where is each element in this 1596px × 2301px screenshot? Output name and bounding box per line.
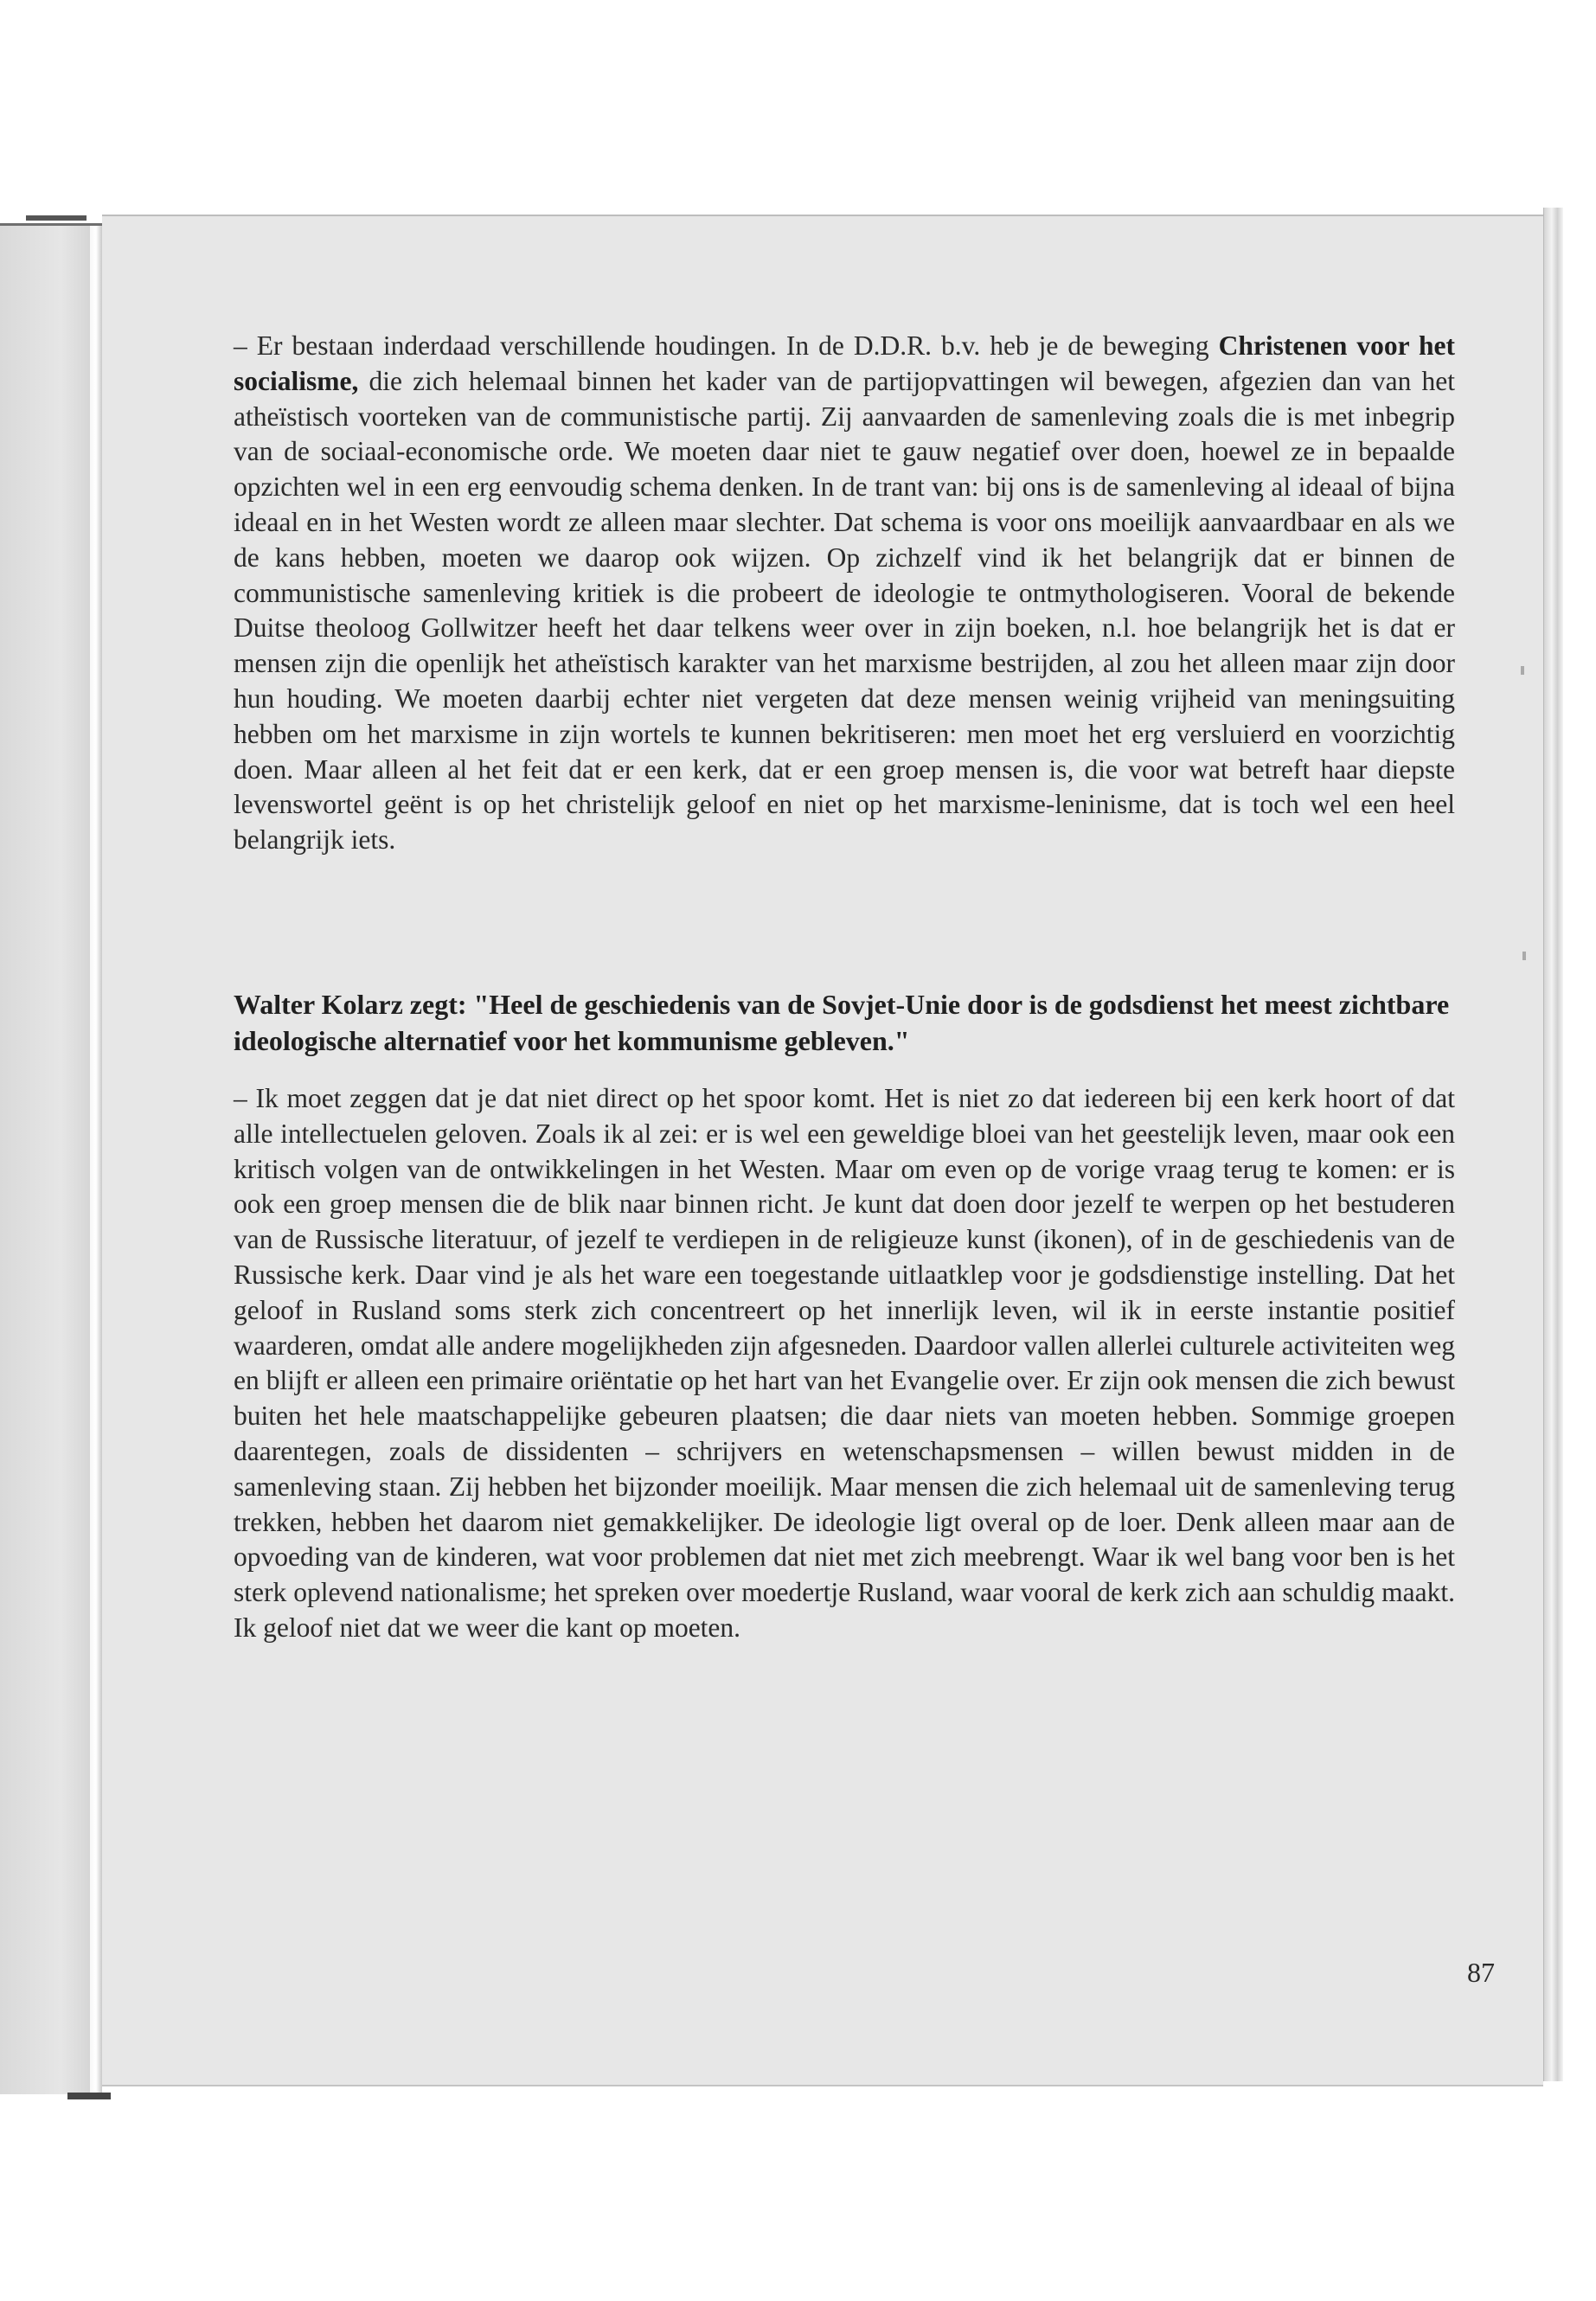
scan-speck [1522,952,1526,960]
answer-paragraph-1 [234,329,1455,858]
page-content [234,329,1455,1646]
book-page [102,215,1543,2086]
paragraph-1-lead: – Er bestaan inderdaad verschillende houdingen. In de D.D.R. b.v. heb je de beweging [234,330,1219,361]
left-page-edge [0,223,102,2094]
page-number: 87 [1467,1957,1495,1988]
spine-mark-top [26,215,87,221]
answer-paragraph-2: – Ik moet zeggen dat je dat niet direct op het spoor komt. Het is niet zo dat iedereen bij een kerk hoort of dat alle intellectuelen geloven. Zoals ik al zei: er is wel een geweldige bloei van het geestelijk leven, maar ook een kritisch volgen van de ontwikkelingen in het Westen. Maar om even op de vorige vraag terug te komen: er is ook een groep mensen die de blik naar binnen richt. Je kunt dat doen door jezelf te werpen op het bestuderen van de Russische literatuur, of jezelf te verdiepen in de religieuze kunst (ikonen), of in de geschiedenis van de Russische kerk. Daar vind je als het ware een toegestande uitlaatklep voor je godsdienstige instelling. Dat het geloof in Rusland soms sterk zich concentreert op het innerlijk leven, wil ik in eerste instantie positief waarderen, omdat alle andere mogelijkheden zijn afgesneden. Daardoor vallen allerlei culturele activiteiten weg en blijft er alleen een primaire oriëntatie op het hart van het Evangelie over. Er zijn ook mensen die zich bewust buiten het hele maatschappelijke gebeuren plaatsen; die daar niets van moeten hebben. Sommige groepen daarentegen, zoals de dissidenten – schrijvers en wetenschapsmensen – willen bewust midden in de samenleving staan. Zij hebben het bijzonder moeilijk. Maar mensen die zich helemaal uit de samenleving terug trekken, hebben het daarom niet gemakkelijker. De ideologie ligt overal op de loer. Denk alleen maar aan de opvoeding van de kinderen, wat voor problemen dat niet met zich meebrengt. Waar ik wel bang voor ben is het sterk oplevend nationalisme; het spreken over moedertje Rusland, waar vooral de kerk zich aan schuldig maakt. Ik geloof niet dat we weer die kant op moeten. [234,1082,1455,1643]
paragraph-1-emphasis: Christenen voor het socialisme, [234,330,1455,396]
book-gutter [90,226,102,2094]
interview-question: Walter Kolarz zegt: "Heel de geschiedenis van de Sovjet-Unie door is de godsdienst het meest zichtbare ideologische alternatief voor het kommunisme gebleven." [234,988,1450,1056]
spine-mark-bottom [67,2093,111,2099]
scan-speck [1521,666,1524,675]
page-stack-edge [1543,208,1563,2081]
paragraph-1-rest: die zich helemaal binnen het kader van de partijopvattingen wil bewegen, afgezien dan van het atheïstisch voorteken van de communistische partij. Zij aanvaarden de samenleving zoals die is met inbegrip van de sociaal-economische orde. We moeten daar niet te gauw negatief over doen, hoewel ze in bepaalde opzichten wel in een erg eenvoudig schema denken. In de trant van: bij ons is de samenleving al ideaal of bijna ideaal en in het Westen wordt ze alleen maar slechter. Dat schema is voor ons moeilijk aanvaardbaar en als we de kans hebben, moeten we daarop ook wijzen. Op zichzelf vind ik het belangrijk dat er binnen de communistische samenleving kritiek is die probeert de ideologie te ontmythologiseren. Vooral de bekende Duitse theoloog Gollwitzer heeft het daar telkens weer over in zijn boeken, n.l. hoe belangrijk het is dat er mensen zijn die openlijk het atheïstisch karakter van het marxisme bestrijden, al zou het alleen maar zijn door hun houding. We moeten daarbij echter niet vergeten dat deze mensen weinig vrijheid van meningsuiting hebben om het marxisme in zijn wortels te kunnen bekritiseren: men moet het erg versluierd en voorzichtig doen. Maar alleen al het feit dat er een kerk, dat er een groep mensen is, die voor wat betreft haar diepste levenswortel geënt is op het christelijk geloof en niet op het marxisme-leninisme, dat is toch wel een heel belangrijk iets. [234,365,1455,856]
